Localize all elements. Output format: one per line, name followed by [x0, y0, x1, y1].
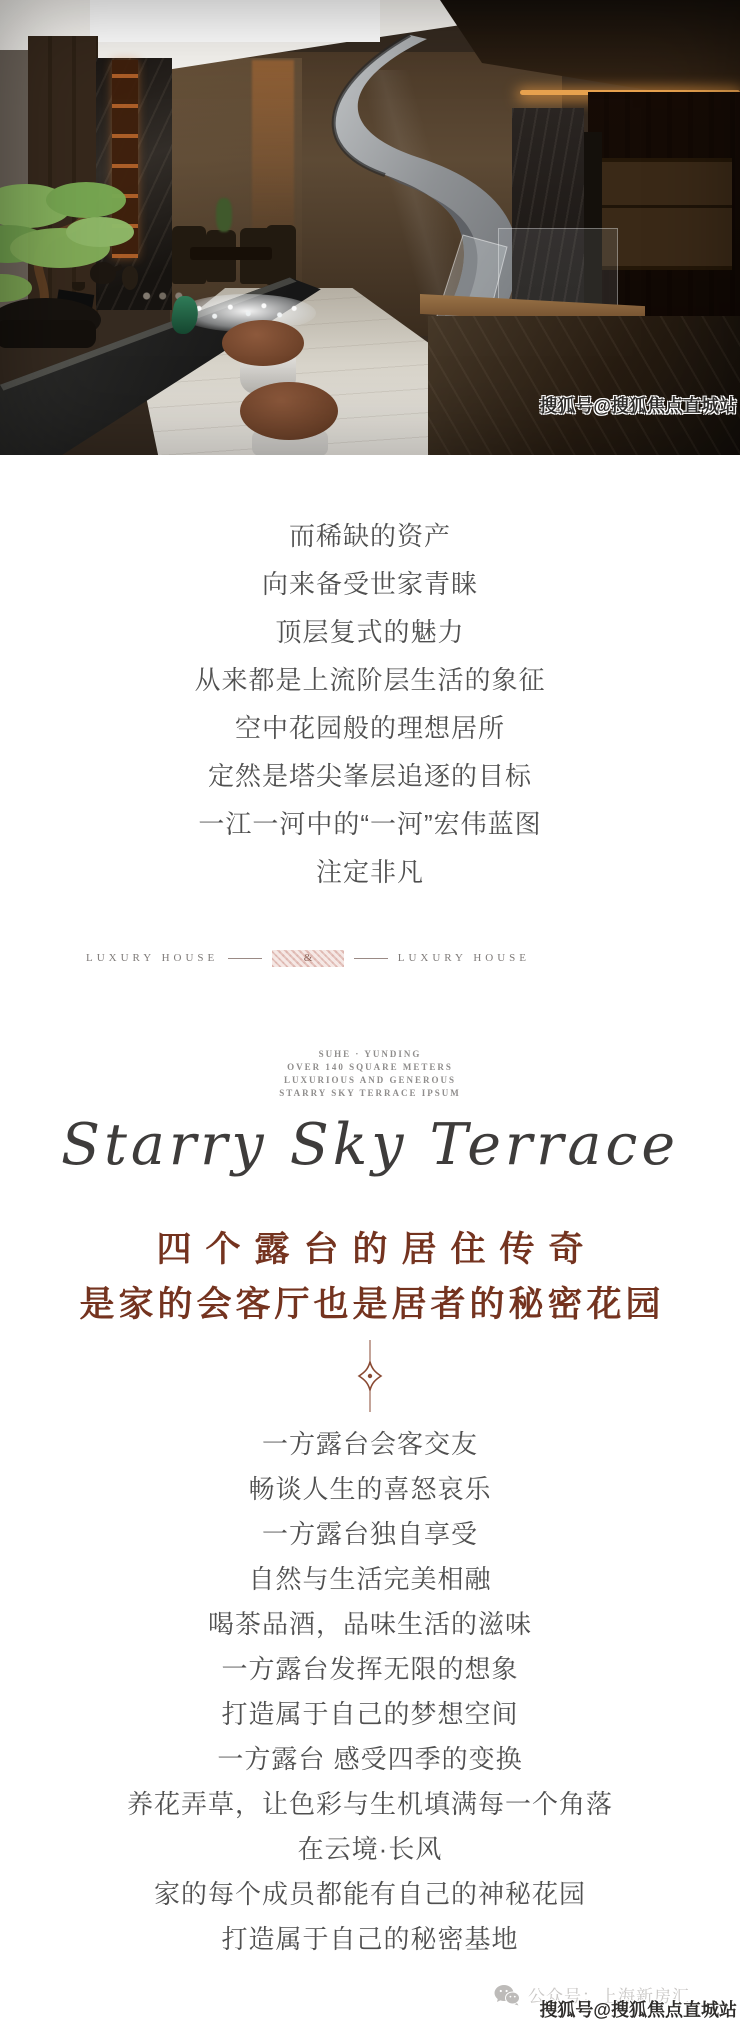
body-line: 一方露台独自享受 [261, 1519, 478, 1549]
watermark-top: 搜狐号@搜狐焦点直城站 [539, 396, 737, 416]
intro-text-block [0, 512, 740, 896]
eyebrow-line: SUHE · YUNDING [318, 1049, 422, 1059]
body-line: 家的每个成员都能有自己的神秘花园 [153, 1879, 586, 1909]
divider-ornament: & [272, 950, 344, 967]
body-line: 畅谈人生的喜怒哀乐 [248, 1474, 492, 1504]
intro-line: 一江一河中的“一河”宏伟蓝图 [198, 809, 542, 839]
body-line: 一方露台 感受四季的变换 [217, 1744, 523, 1774]
eyebrow-line: STARRY SKY TERRACE IPSUM [279, 1088, 461, 1098]
body-line: 在云境·长风 [297, 1834, 443, 1864]
photo-vignette [0, 0, 740, 455]
section-divider [86, 948, 530, 968]
eyebrow-line: OVER 140 SQUARE METERS [287, 1062, 453, 1072]
eyebrow-line: LUXURIOUS AND GENEROUS [283, 1075, 457, 1085]
body-line: 一方露台发挥无限的想象 [221, 1654, 519, 1684]
intro-line: 注定非凡 [315, 857, 424, 887]
footer-account-label: 公众号：上海新房汇 [528, 1987, 690, 2006]
eyebrow-block [0, 1048, 740, 1100]
divider-line [228, 958, 262, 959]
headline-line-1: 四个露台的居住传奇 [156, 1230, 598, 1269]
body-line: 一方露台会客交友 [261, 1429, 478, 1459]
divider-label-left: LUXURY HOUSE [86, 952, 219, 964]
wechat-icon [494, 1984, 520, 2006]
intro-line: 定然是塔尖峯层追逐的目标 [207, 761, 532, 791]
hero-photo [0, 0, 740, 455]
body-line: 养花弄草，让色彩与生机填满每一个角落 [126, 1789, 613, 1819]
intro-line: 从来都是上流阶层生活的象征 [194, 665, 546, 695]
divider-line [354, 958, 388, 959]
body-line: 打造属于自己的梦想空间 [221, 1699, 519, 1729]
body-line: 打造属于自己的秘密基地 [221, 1924, 519, 1954]
body-line: 喝茶品酒，品味生活的滋味 [207, 1609, 532, 1639]
body-line: 自然与生活完美相融 [248, 1564, 492, 1594]
intro-line: 顶层复式的魅力 [275, 617, 465, 647]
headline-line-2: 是家的会客厅也是居者的秘密花园 [79, 1285, 665, 1324]
intro-line: 向来备受世家青睐 [261, 569, 478, 599]
watermark-bottom: 搜狐号@搜狐焦点直城站 [539, 2000, 737, 2020]
intro-line: 而稀缺的资产 [288, 521, 451, 551]
diamond-ornament-icon [357, 1340, 383, 1412]
body-text-block [0, 1422, 740, 1962]
intro-line: 空中花园般的理想居所 [234, 713, 505, 743]
script-title: Starry Sky Terrace [60, 1112, 680, 1178]
divider-label-right: LUXURY HOUSE [397, 952, 530, 964]
